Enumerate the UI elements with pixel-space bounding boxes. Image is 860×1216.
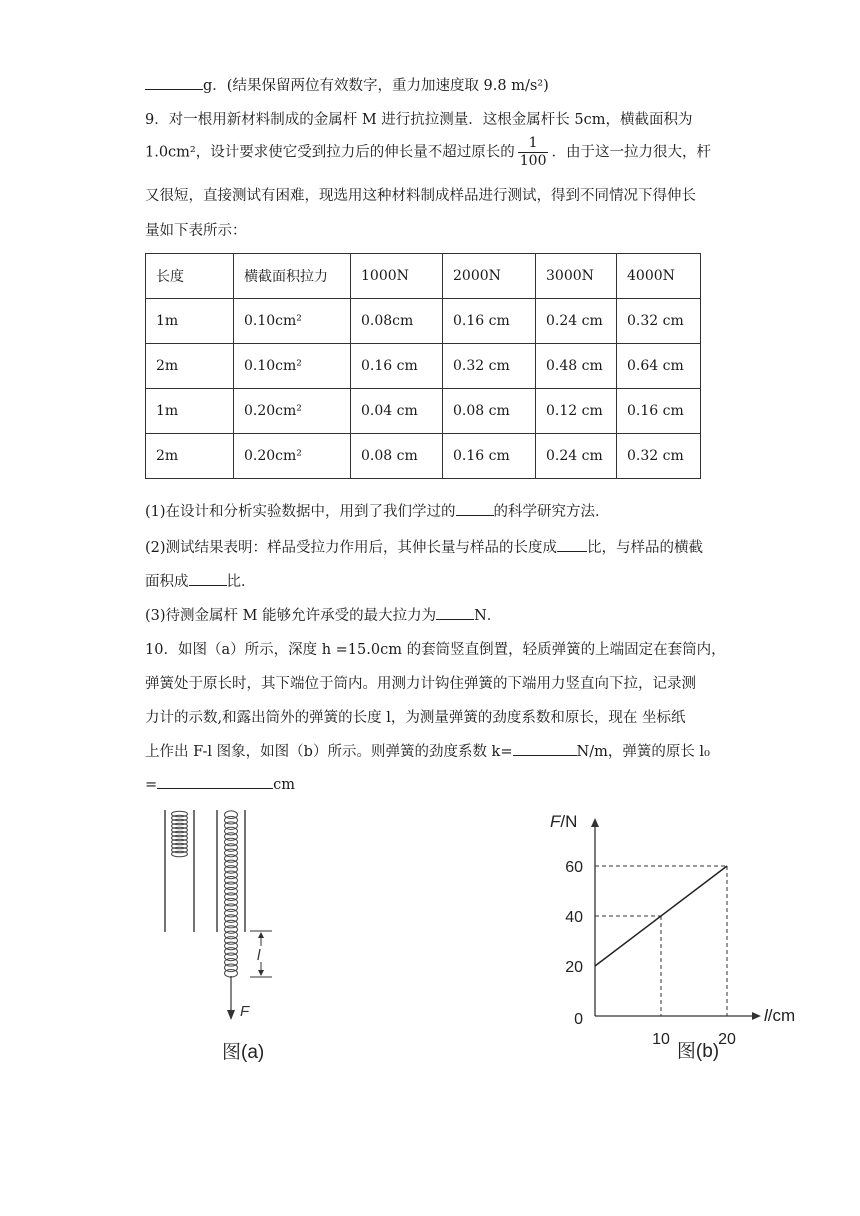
table-cell: 0.20cm² (234, 389, 351, 434)
table-cell: 0.24 cm (536, 299, 617, 344)
y-tick-label: 20 (565, 959, 583, 976)
guide-lines (595, 866, 727, 1016)
q9-sub2a: (2)测试结果表明：样品受拉力作用后，其伸长量与样品的长度成 (145, 540, 558, 556)
table-cell: 0.32 cm (617, 434, 701, 479)
table-cell: 0.64 cm (617, 344, 701, 389)
table-cell: 0.16 cm (443, 299, 536, 344)
answer-blank (145, 75, 203, 90)
table-row (146, 434, 701, 479)
spring-coil (225, 969, 238, 977)
answer-blank (157, 774, 273, 789)
table-row (146, 344, 701, 389)
q9-line3: 又很短，直接测试有困难，现选用这种材料制成样品进行测试，得到不同情况下得伸长 (145, 188, 696, 204)
answer-blank (456, 501, 494, 516)
table-header-cell: 3000N (536, 254, 617, 299)
y-tick-label: 60 (565, 859, 583, 876)
q9-sub2 (145, 536, 703, 557)
q10-line5a: = (145, 777, 158, 793)
table-cell: 1m (146, 389, 234, 434)
table-cell: 0.12 cm (536, 389, 617, 434)
q10-line5 (145, 774, 295, 793)
table-cell: 0.16 cm (443, 434, 536, 479)
figure-b (540, 805, 820, 1070)
y-tick-label: 40 (565, 909, 583, 926)
table-cell: 0.10cm² (234, 344, 351, 389)
force-arrow-head (227, 1010, 235, 1020)
q9-sub3a: (3)待测金属杆 M 能够允许承受的最大拉力为 (145, 608, 437, 624)
answer-blank (513, 741, 577, 756)
table-cell: 0.08 cm (351, 434, 443, 479)
table-header-cell: 长度 (146, 254, 234, 299)
figure-a-caption: 图(a) (222, 1042, 265, 1063)
q9-sub1b: 的科学研究方法． (493, 504, 610, 520)
fraction-numerator: 1 (518, 135, 549, 153)
answer-blank (557, 537, 587, 552)
table-cell: 0.10cm² (234, 299, 351, 344)
table-cell: 0.24 cm (536, 434, 617, 479)
table-cell: 0.20cm² (234, 434, 351, 479)
force-label: F (240, 1003, 250, 1020)
y-tick-labels (565, 859, 583, 976)
answer-blank (436, 605, 474, 620)
q10-line4b: N/m，弹簧的原长 l₀ (576, 744, 710, 760)
table-header-cell: 4000N (617, 254, 701, 299)
table-cell: 0.32 cm (617, 299, 701, 344)
q9-line4: 量如下表所示： (145, 223, 247, 239)
q10-line1: 10．如图（a）所示，深度 h =15.0cm 的套筒竖直倒置，轻质弹簧的上端固定在套筒内， (145, 642, 726, 658)
q9-line1: 9．对一根用新材料制成的金属杆 M 进行抗拉测量．这根金属杆长 5cm，横截面积为 (145, 112, 693, 128)
table-header-cell: 横截面积拉力 (234, 254, 351, 299)
q10-line4a: 上作出 F-l 图象，如图（b）所示。则弹簧的劲度系数 k= (145, 744, 513, 760)
figure-a (150, 800, 300, 1070)
q10-line4 (145, 740, 710, 761)
x-tick-label: 20 (718, 1031, 736, 1048)
y-axis-label: F/N (550, 812, 578, 831)
spring-short (172, 811, 188, 857)
top-unit-text: g．(结果保留两位有效数字，重力加速度取 9.8 m/s²) (203, 78, 549, 94)
table-cell: 2m (146, 344, 234, 389)
q9-line2 (145, 135, 711, 170)
origin-label: 0 (574, 1011, 583, 1028)
y-axis-arrow (591, 818, 599, 827)
table-header-row (146, 254, 701, 299)
table-row (146, 389, 701, 434)
x-tick-label: 10 (652, 1031, 670, 1048)
table-header-cell: 2000N (443, 254, 536, 299)
figure-a-drawing (150, 800, 300, 1070)
spring-stretched (225, 811, 238, 977)
q9-sub2b: 比，与样品的横截 (587, 540, 704, 556)
figure-b-caption: 图(b) (676, 1041, 720, 1062)
table-cell: 2m (146, 434, 234, 479)
table-cell: 0.08cm (351, 299, 443, 344)
q9-line2a: 1.0cm²，设计要求使它受到拉力后的伸长量不超过原长的 (145, 144, 515, 161)
q9-sub1 (145, 500, 610, 521)
q10-line5b: cm (273, 777, 296, 793)
q9-line2b: ．由于这一拉力很大，杆 (551, 144, 711, 161)
q9-sub3b: N． (474, 608, 502, 624)
top-line (145, 74, 549, 95)
table-cell: 0.04 cm (351, 389, 443, 434)
table-cell: 0.08 cm (443, 389, 536, 434)
table-cell: 0.48 cm (536, 344, 617, 389)
table-row (146, 299, 701, 344)
f-l-chart (540, 805, 820, 1070)
table-cell: 0.16 cm (351, 344, 443, 389)
q9-sub2-cont (145, 570, 256, 591)
x-axis-label: l/cm (764, 1006, 796, 1025)
fraction (518, 135, 549, 170)
q10-line3: 力计的示数,和露出筒外的弹簧的长度 l，为测量弹簧的劲度系数和原长，现在 坐标纸 (145, 710, 686, 726)
table-cell: 1m (146, 299, 234, 344)
dimension-arrow-up (258, 932, 264, 938)
q10-line2: 弹簧处于原长时，其下端位于筒内。用测力计钩住弹簧的下端用力竖直向下拉，记录测 (145, 676, 696, 692)
q9-sub3 (145, 604, 501, 625)
elongation-table (145, 253, 701, 479)
table-cell: 0.32 cm (443, 344, 536, 389)
length-label: l (257, 947, 261, 964)
q9-sub2d: 比． (226, 574, 256, 590)
q9-sub1a: (1)在设计和分析实验数据中，用到了我们学过的 (145, 504, 456, 520)
answer-blank (189, 571, 227, 586)
fraction-denominator: 100 (519, 153, 547, 169)
table-cell: 0.16 cm (617, 389, 701, 434)
dimension-arrow-down (258, 970, 264, 976)
q9-sub2c: 面积成 (145, 574, 189, 590)
table-header-cell: 1000N (351, 254, 443, 299)
spring-coil (172, 851, 188, 857)
x-axis-arrow (752, 1012, 761, 1020)
